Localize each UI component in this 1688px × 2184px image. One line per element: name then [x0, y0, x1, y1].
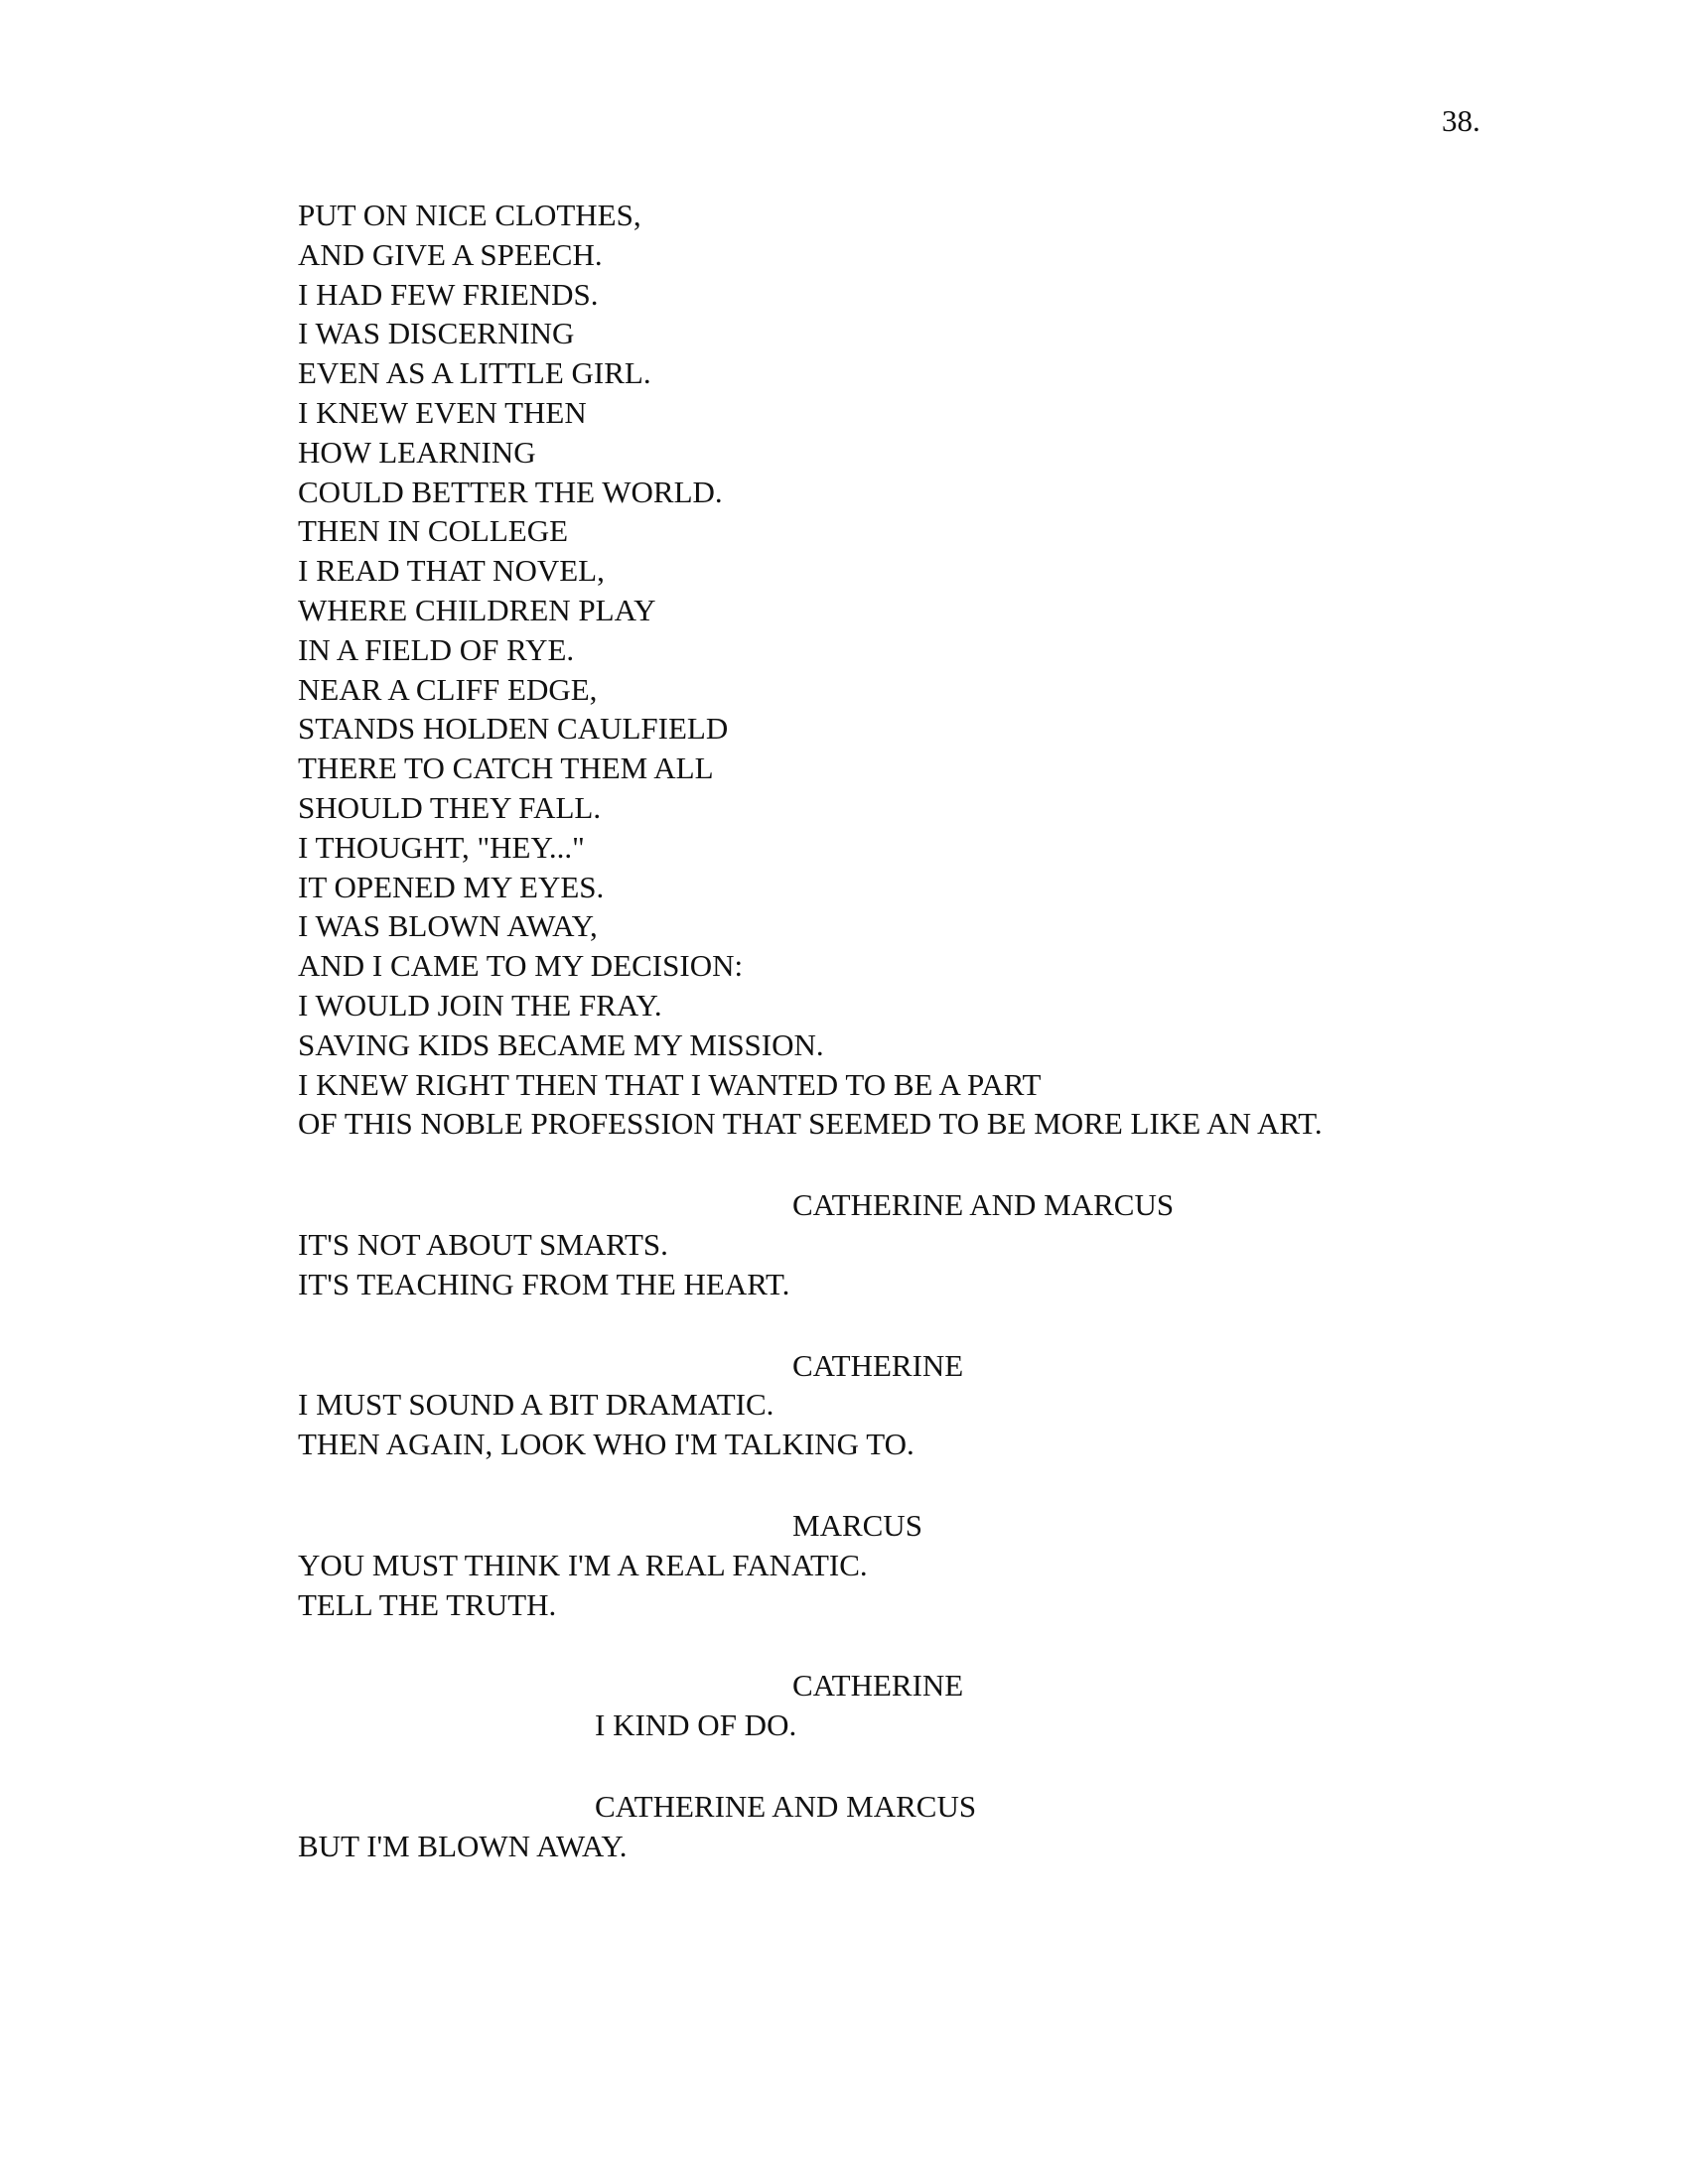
lyric-line: EVEN AS A LITTLE GIRL. [298, 355, 651, 391]
lyrics-body [298, 196, 1489, 1865]
lyric-line: IT'S TEACHING FROM THE HEART. [298, 1266, 790, 1301]
lyric-line: SHOULD THEY FALL. [298, 789, 602, 825]
spacer [298, 1464, 1489, 1506]
lyric-line: I KNEW EVEN THEN [298, 394, 587, 430]
lyric-line: WHERE CHILDREN PLAY [298, 592, 656, 627]
lyric-line: BUT I'M BLOWN AWAY. [298, 1828, 628, 1863]
lyric-line: NEAR A CLIFF EDGE, [298, 671, 598, 707]
lyric-line: THERE TO CATCH THEM ALL [298, 751, 714, 786]
character-cue: CATHERINE AND MARCUS [792, 1187, 1175, 1223]
lyric-line: AND I CAME TO MY DECISION: [298, 948, 744, 984]
lyric-line: THEN IN COLLEGE [298, 513, 569, 549]
lyric-line: I READ THAT NOVEL, [298, 553, 605, 589]
lyric-block [298, 1185, 1489, 1303]
lyric-block [298, 1346, 1489, 1464]
lyric-line: I KNEW RIGHT THEN THAT I WANTED TO BE A PART [298, 1066, 1042, 1102]
lyric-line: COULD BETTER THE WORLD. [298, 474, 723, 509]
lyric-line: IT OPENED MY EYES. [298, 869, 605, 904]
spacer [298, 1624, 1489, 1666]
character-cue: CATHERINE [792, 1347, 964, 1383]
character-cue: MARCUS [792, 1507, 922, 1543]
lyric-line: AND GIVE A SPEECH. [298, 236, 603, 272]
lyric-line: I THOUGHT, "HEY..." [298, 829, 585, 865]
character-cue: CATHERINE [792, 1668, 964, 1704]
lyric-line: I WAS DISCERNING [298, 316, 575, 351]
lyric-line: STANDS HOLDEN CAULFIELD [298, 711, 729, 747]
lyric-line: SAVING KIDS BECAME MY MISSION. [298, 1026, 824, 1062]
spacer [298, 1745, 1489, 1787]
lyric-block [298, 196, 1489, 1144]
lyric-line: I WOULD JOIN THE FRAY. [298, 987, 662, 1023]
lyric-line: PUT ON NICE CLOTHES, [298, 198, 641, 232]
lyric-block [298, 1787, 1489, 1866]
lyric-block [298, 1506, 1489, 1624]
lyric-line: IT'S NOT ABOUT SMARTS. [298, 1226, 668, 1262]
lyric-line: THEN AGAIN, LOOK WHO I'M TALKING TO. [298, 1427, 914, 1462]
lyric-line: HOW LEARNING [298, 434, 536, 470]
character-cue: CATHERINE AND MARCUS [595, 1788, 977, 1824]
lyric-line: IN A FIELD OF RYE. [298, 631, 575, 667]
page-number: 38. [1442, 103, 1480, 138]
lyric-line: TELL THE TRUTH. [298, 1586, 557, 1622]
lyric-line: OF THIS NOBLE PROFESSION THAT SEEMED TO BE MORE LIKE AN ART. [298, 1106, 1323, 1142]
lyric-line: YOU MUST THINK I'M A REAL FANATIC. [298, 1547, 868, 1582]
lyric-line: I WAS BLOWN AWAY, [298, 908, 598, 944]
lyric-line: I KIND OF DO. [595, 1707, 797, 1743]
lyric-line: I MUST SOUND A BIT DRAMATIC. [298, 1387, 774, 1423]
lyric-block [298, 1666, 1489, 1745]
spacer [298, 1304, 1489, 1346]
spacer [298, 1144, 1489, 1185]
lyric-line: I HAD FEW FRIENDS. [298, 276, 599, 312]
